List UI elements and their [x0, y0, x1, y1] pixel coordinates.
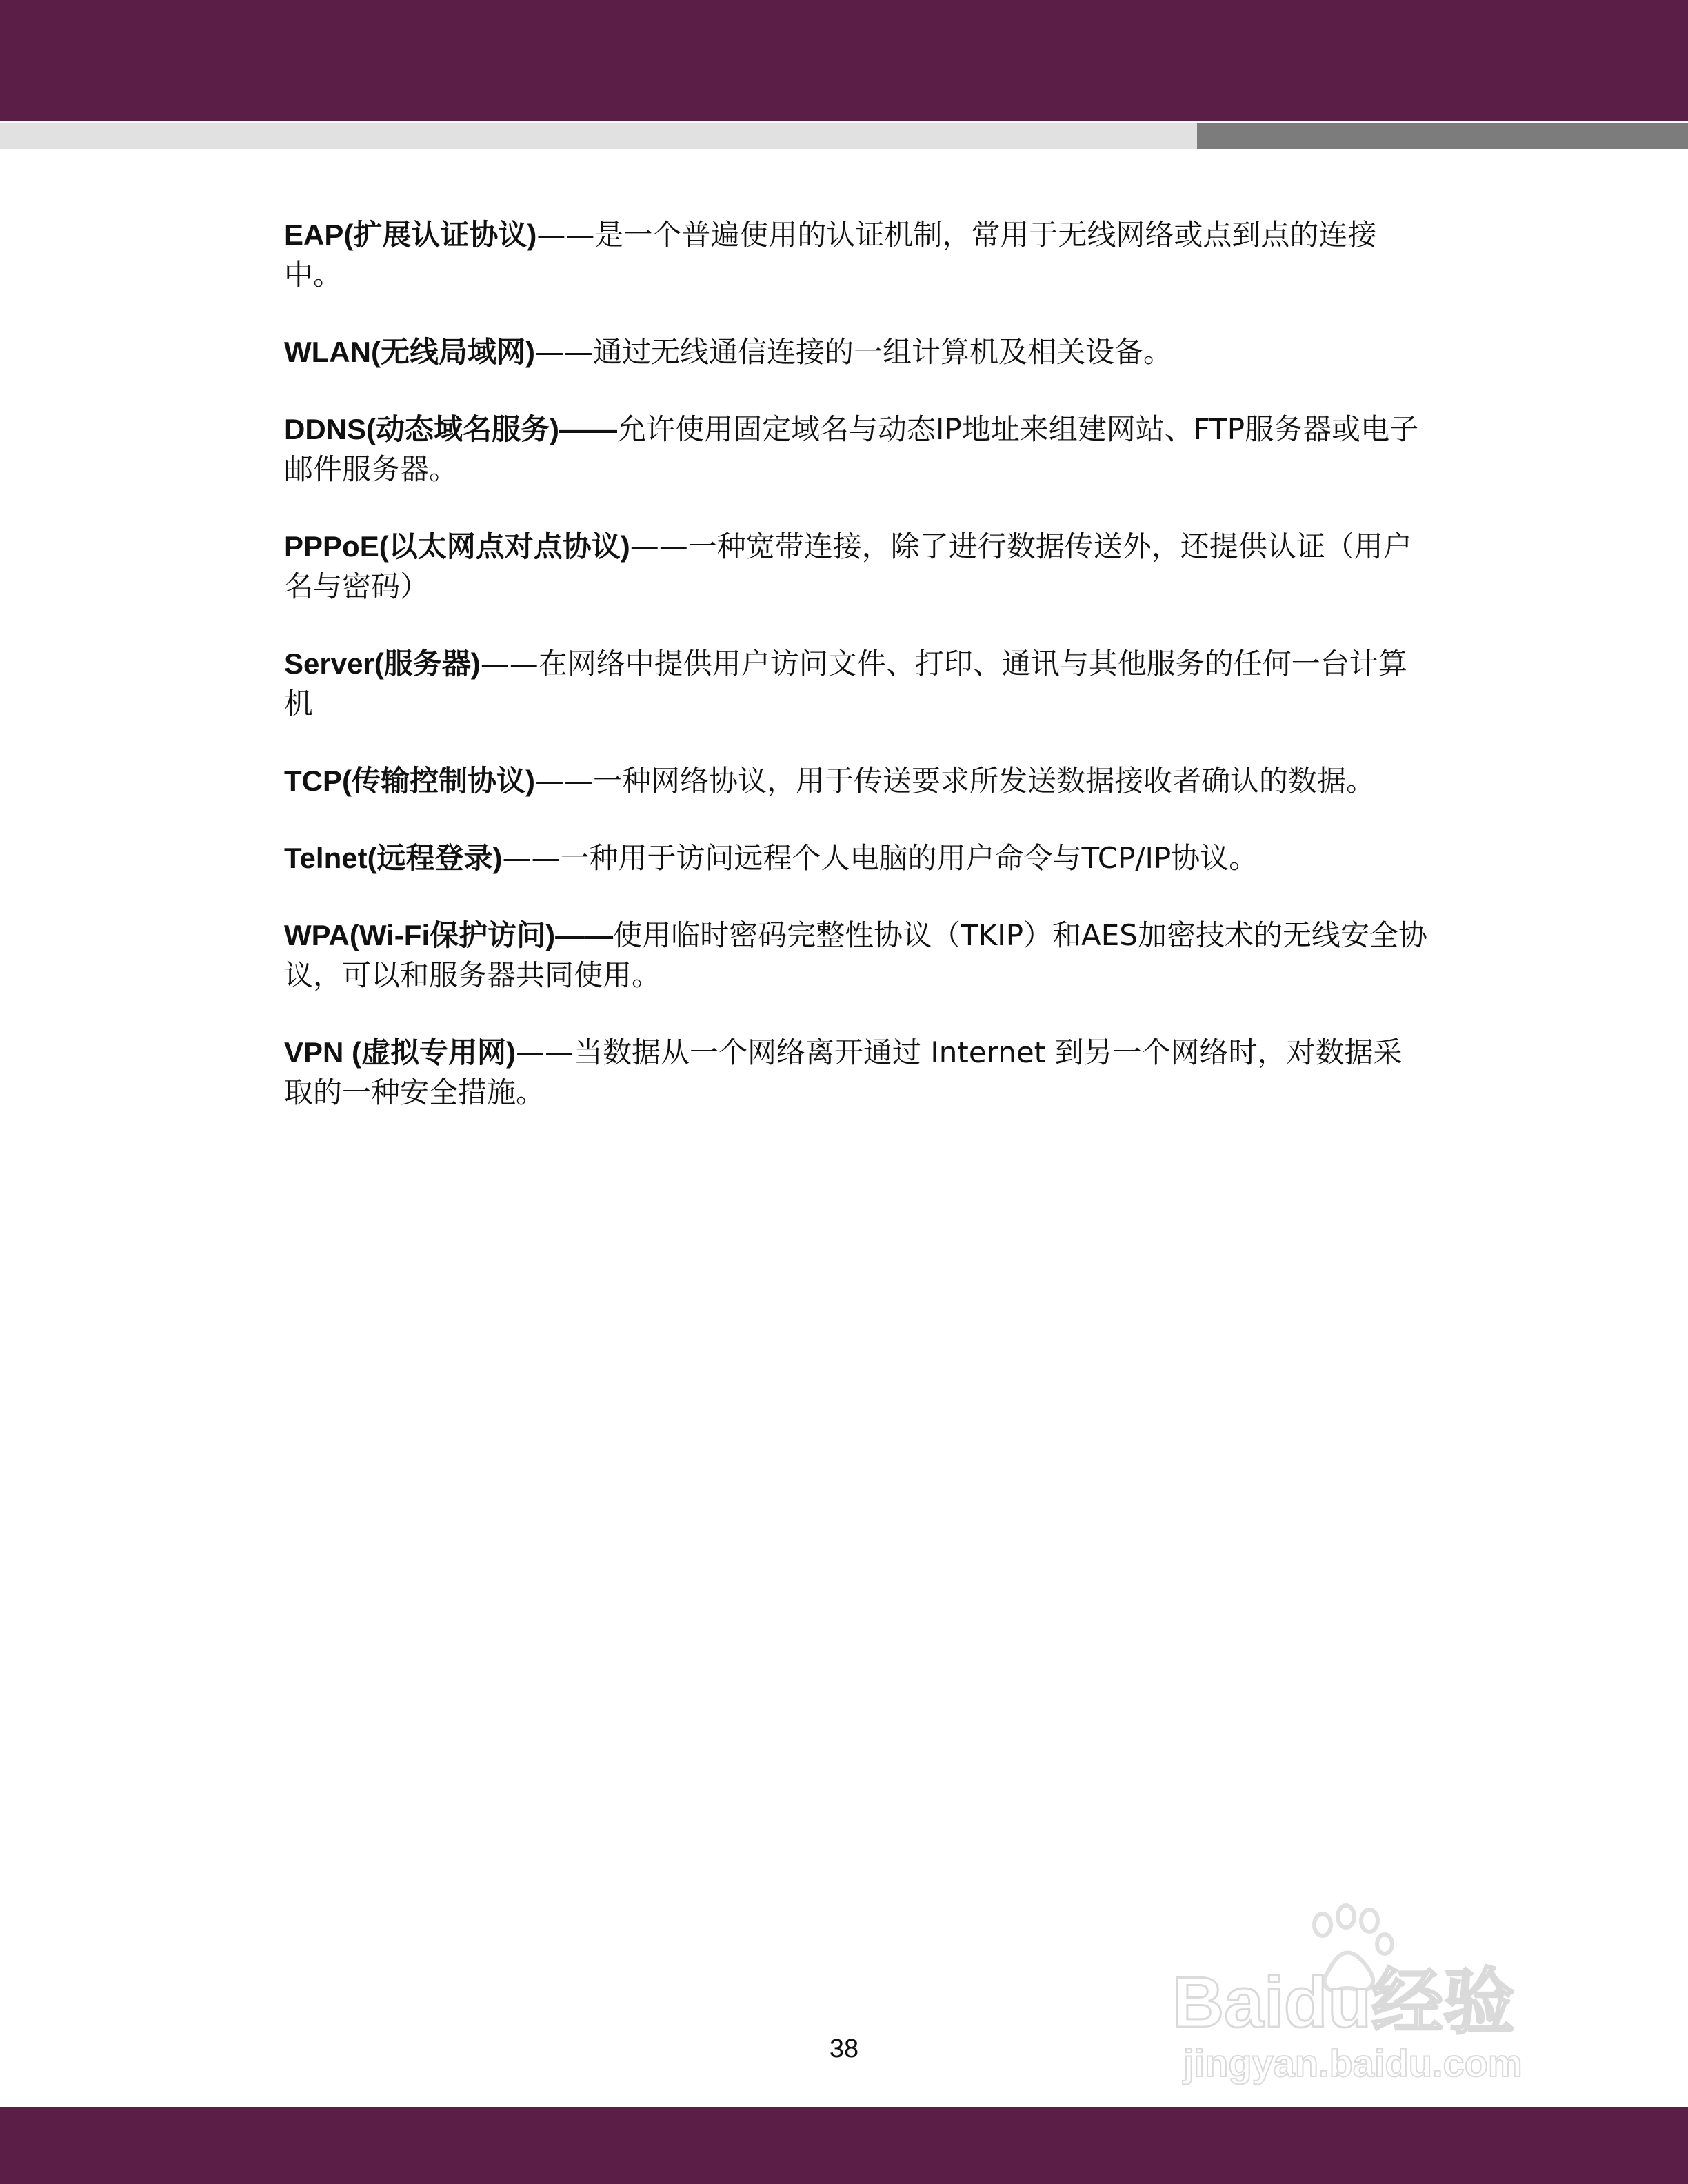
- glossary-term: TCP(传输控制协议): [284, 765, 535, 797]
- watermark-url: jingyan.baidu.com: [1183, 2041, 1523, 2085]
- glossary-entry-eap: [284, 215, 1429, 295]
- glossary-entry-pppoe: [284, 527, 1429, 607]
- header-rule-light: [0, 123, 1197, 149]
- glossary-term: DDNS(动态域名服务)——: [284, 413, 617, 445]
- glossary-entry-ddns: [284, 410, 1429, 489]
- baidu-jingyan-watermark: [1165, 1889, 1607, 2096]
- glossary-definition: ——在网络中提供用户访问文件、打印、通讯与其他服务的任何一台计算机: [284, 647, 1407, 720]
- glossary-entry-wpa: [284, 916, 1429, 995]
- header-rule-dark: [1197, 123, 1688, 149]
- glossary-definition: ——是一个普遍使用的认证机制，常用于无线网络或点到点的连接中。: [284, 218, 1377, 292]
- glossary-entry-telnet: [284, 838, 1429, 878]
- glossary-definition: 使用临时密码完整性协议（TKIP）和AES加密技术的无线安全协议，可以和服务器共同使用。: [284, 918, 1427, 992]
- glossary-term: EAP(扩展认证协议): [284, 219, 537, 251]
- glossary-term: WLAN(无线局域网): [284, 336, 535, 368]
- glossary-definition: ——一种用于访问远程个人电脑的用户命令与TCP/IP协议。: [502, 841, 1258, 875]
- glossary-term: WPA(Wi-Fi保护访问)——: [284, 919, 614, 951]
- glossary-entry-server: [284, 644, 1429, 724]
- glossary-entry-tcp: [284, 761, 1429, 801]
- glossary-entry-vpn: [284, 1033, 1429, 1113]
- glossary-term: Telnet(远程登录): [284, 842, 503, 874]
- watermark-brand: Baidu经验: [1172, 1963, 1515, 2043]
- page-number: 38: [829, 2034, 859, 2063]
- glossary-term: VPN (虚拟专用网): [284, 1036, 516, 1069]
- glossary-definition: ——一种网络协议，用于传送要求所发送数据接收者确认的数据。: [534, 764, 1375, 798]
- glossary-definition: ——当数据从一个网络离开通过 Internet 到另一个网络时，对数据采取的一种安全措施。: [284, 1035, 1403, 1109]
- glossary-entry-wlan: [284, 332, 1429, 372]
- glossary-term: PPPoE(以太网点对点协议): [284, 530, 630, 563]
- glossary-definition: ——一种宽带连接，除了进行数据传送外，还提供认证（用户名与密码）: [284, 529, 1412, 603]
- glossary-definition: ——通过无线通信连接的一组计算机及相关设备。: [534, 335, 1172, 369]
- glossary-term: Server(服务器): [284, 647, 481, 680]
- glossary-definition: 允许使用固定域名与动态IP地址来组建网站、FTP服务器或电子邮件服务器。: [284, 412, 1419, 486]
- header-band: [0, 0, 1688, 121]
- footer-band: [0, 2107, 1688, 2184]
- glossary-list: [284, 215, 1429, 1150]
